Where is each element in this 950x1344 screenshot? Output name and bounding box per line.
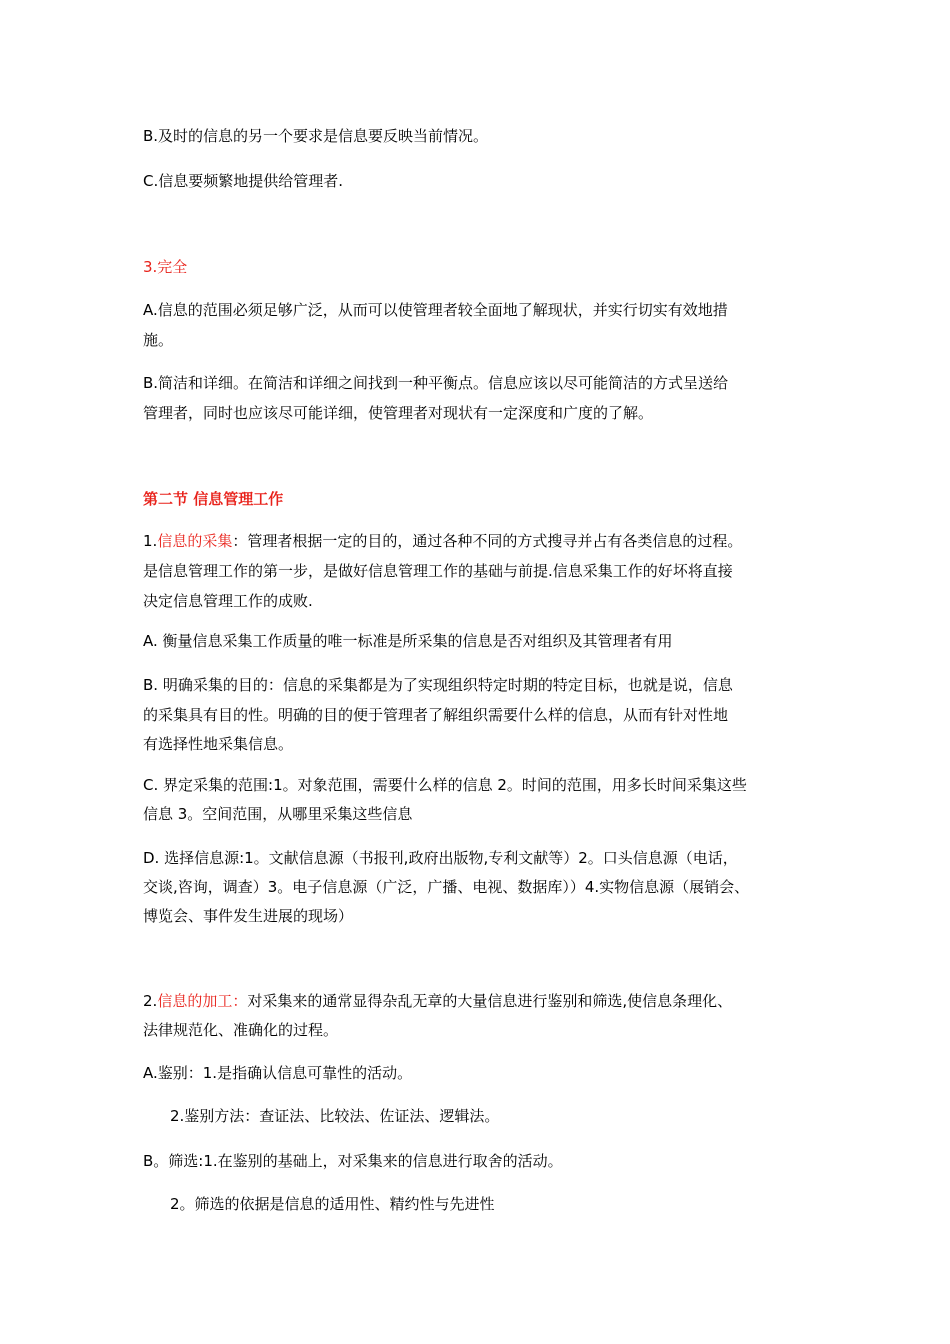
processing-line2: 法律规范化、准确化的过程。 — [143, 1021, 339, 1039]
processing-line1 — [143, 986, 823, 1016]
collection-line2: 是信息管理工作的第一步，是做好信息管理工作的基础与前提.信息采集工作的好坏将直接 — [143, 562, 733, 580]
timely-item-c: C.信息要频繁地提供给管理者. — [143, 172, 344, 190]
collection-line1 — [143, 526, 823, 556]
collection-line3: 决定信息管理工作的成败. — [143, 592, 313, 610]
collection-number: 1. — [143, 532, 158, 550]
section-heading: 第二节 信息管理工作 — [143, 490, 284, 508]
processing-item-a1: A.鉴别：1.是指确认信息可靠性的活动。 — [143, 1064, 413, 1082]
processing-term: 信息的加工： — [157, 992, 248, 1010]
complete-item-b-line1: B.简洁和详细。在简洁和详细之间找到一种平衡点。信息应该以尽可能简洁的方式呈送给 — [143, 374, 729, 392]
collection-item-b-line1: B. 明确采集的目的：信息的采集都是为了实现组织特定时期的特定目标，也就是说，信息 — [143, 676, 733, 694]
collection-item-d-line2: 交谈,咨询，调查）3。电子信息源（广泛，广播、电视、数据库））4.实物信息源（展销会、 — [143, 878, 750, 896]
timely-item-b: B.及时的信息的另一个要求是信息要反映当前情况。 — [143, 127, 489, 145]
collection-item-b-line3: 有选择性地采集信息。 — [143, 735, 294, 753]
complete-item-b-line2: 管理者，同时也应该尽可能详细，使管理者对现状有一定深度和广度的了解。 — [143, 404, 654, 422]
processing-definition: 对采集来的通常显得杂乱无章的大量信息进行鉴别和筛选,使信息条理化、 — [247, 992, 733, 1010]
collection-term: 信息的采集 — [157, 532, 233, 550]
complete-item-a-line1: A.信息的范围必须足够广泛，从而可以使管理者较全面地了解现状，并实行切实有效地措 — [143, 301, 728, 319]
processing-item-b1: B。筛选:1.在鉴别的基础上，对采集来的信息进行取舍的活动。 — [143, 1152, 563, 1170]
collection-item-c-line1: C. 界定采集的范围:1。对象范围，需要什么样的信息 2。时间的范围，用多长时间采集这些 — [143, 776, 747, 794]
processing-item-a2: 2.鉴别方法：查证法、比较法、佐证法、逻辑法。 — [170, 1107, 500, 1125]
collection-definition: ：管理者根据一定的目的，通过各种不同的方式搜寻并占有各类信息的过程。 — [232, 532, 743, 550]
complete-item-a-line2: 施。 — [143, 331, 174, 349]
collection-item-c-line2: 信息 3。空间范围，从哪里采集这些信息 — [143, 805, 413, 823]
collection-item-a: A. 衡量信息采集工作质量的唯一标准是所采集的信息是否对组织及其管理者有用 — [143, 632, 673, 650]
collection-item-d-line3: 博览会、事件发生进展的现场） — [143, 907, 354, 925]
collection-item-b-line2: 的采集具有目的性。明确的目的便于管理者了解组织需要什么样的信息，从而有针对性地 — [143, 706, 729, 724]
processing-item-b2: 2。筛选的依据是信息的适用性、精约性与先进性 — [170, 1195, 495, 1213]
processing-number: 2. — [143, 992, 158, 1010]
complete-heading: 3.完全 — [143, 258, 188, 276]
collection-item-d-line1: D. 选择信息源:1。文献信息源（书报刊,政府出版物,专利文献等）2。口头信息源（电话， — [143, 849, 738, 867]
